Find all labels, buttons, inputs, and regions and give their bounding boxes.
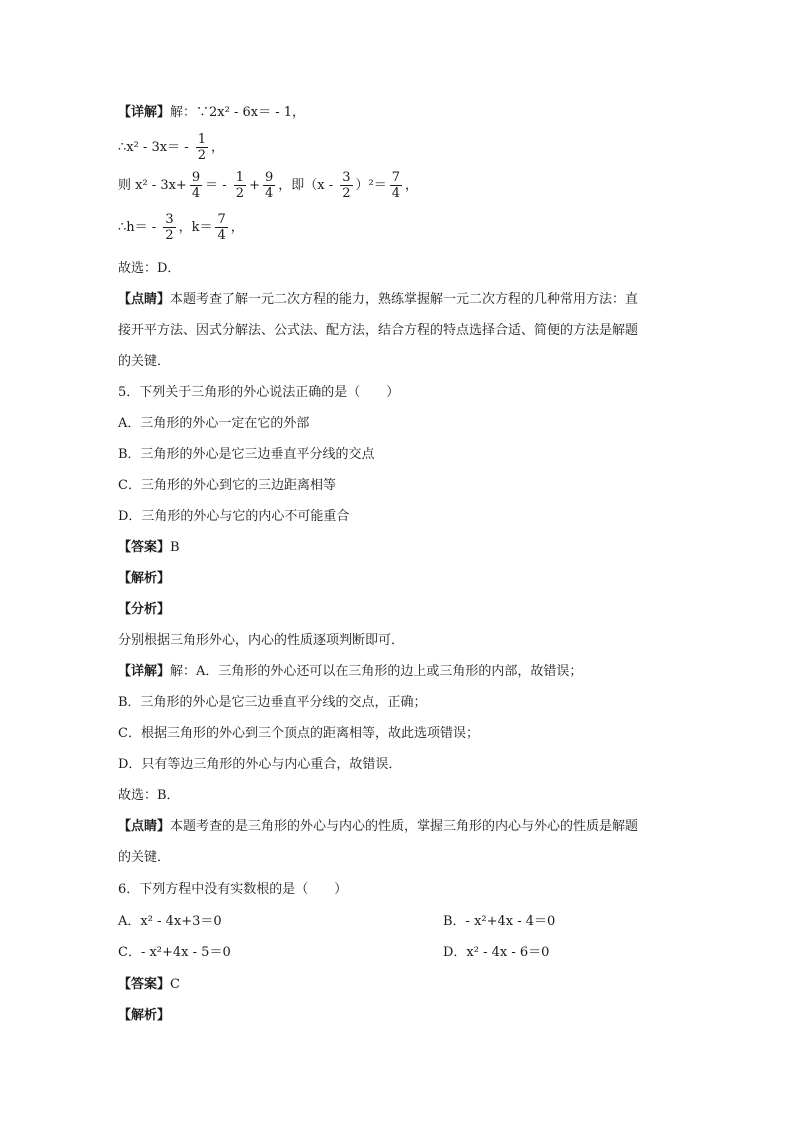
- q5-option-a: A．三角形的外心一定在它的外部: [118, 416, 310, 431]
- q5-comment-line2: 的关键．: [118, 850, 171, 865]
- denominator: 2: [197, 148, 207, 163]
- q4-comment-line3: 的关键．: [118, 354, 171, 369]
- detail-tag: 【详解】: [118, 105, 171, 120]
- fraction: [234, 170, 246, 201]
- numerator: 9: [264, 170, 274, 185]
- q5-option-b: B．三角形的外心是它三边垂直平分线的交点: [118, 447, 375, 462]
- q6-analysis-tag: 【解析】: [118, 1008, 171, 1023]
- numerator: 7: [391, 170, 401, 185]
- q5-choice: 故选：B．: [118, 788, 180, 803]
- comment-tag: 【点睛】: [118, 292, 171, 307]
- q6-option-b: B．- x²+4x - 4＝0: [443, 914, 556, 929]
- q5-detail-line1: [118, 664, 582, 680]
- equation-text: ＝ -: [205, 178, 231, 193]
- q4-choice: 故选：D．: [118, 261, 181, 276]
- equation-text: ）²＝: [355, 178, 387, 193]
- comment-tag: 【点睛】: [118, 819, 171, 834]
- fraction: [196, 132, 208, 163]
- fraction: [263, 170, 275, 201]
- q5-answer: [118, 540, 180, 556]
- q6-option-c: C．- x²+4x - 5＝0: [118, 945, 231, 960]
- q4-detail-line1: [118, 105, 305, 121]
- equation-text: 解：∵2x² - 6x＝ - 1，: [170, 105, 306, 120]
- q4-comment-line1: [118, 292, 638, 308]
- q4-detail-line4: [118, 212, 244, 243]
- fraction: [390, 170, 402, 201]
- denominator: 4: [391, 186, 401, 201]
- q5-stem: 5．下列关于三角形的外心说法正确的是（ ）: [118, 385, 400, 400]
- fraction: [215, 212, 227, 243]
- equation-text: ，: [405, 178, 419, 193]
- q5-fenxi-tag: 【分析】: [118, 602, 171, 617]
- q5-analysis-tag: 【解析】: [118, 571, 171, 586]
- equation-text: ，k＝: [178, 220, 213, 235]
- denominator: 4: [217, 228, 226, 243]
- q6-option-a: A．x² - 4x+3＝0: [118, 914, 222, 929]
- comment-text: 本题考查了解一元二次方程的能力，熟练掌握解一元二次方程的几种常用方法：直: [170, 292, 639, 307]
- q5-detail-line4: D．只有等边三角形的外心与内心重合，故错误．: [118, 757, 402, 772]
- q5-detail-line2: B．三角形的外心是它三边垂直平分线的交点，正确；: [118, 695, 427, 710]
- q4-detail-line2: [118, 132, 224, 163]
- numerator: 7: [217, 212, 226, 227]
- denominator: 4: [191, 186, 201, 201]
- equation-text: ∴x² - 3x＝ -: [118, 140, 193, 155]
- denominator: 2: [342, 186, 351, 201]
- numerator: 1: [197, 132, 207, 147]
- fraction: [163, 212, 175, 243]
- denominator: 2: [165, 228, 174, 243]
- answer-tag: 【答案】: [118, 540, 171, 555]
- q6-stem: 6．下列方程中没有实数根的是（ ）: [118, 882, 348, 897]
- q5-option-d: D．三角形的外心与它的内心不可能重合: [118, 509, 350, 524]
- numerator: 3: [342, 170, 351, 185]
- q6-answer: [118, 977, 180, 993]
- q5-option-c: C．三角形的外心到它的三边距离相等: [118, 478, 336, 493]
- equation-text: ∴h＝ -: [118, 220, 161, 235]
- numerator: 9: [191, 170, 201, 185]
- comment-text: 本题考查的是三角形的外心与内心的性质，掌握三角形的内心与外心的性质是解题: [170, 819, 639, 834]
- answer-tag: 【答案】: [118, 977, 171, 992]
- fraction: [340, 170, 352, 201]
- denominator: 2: [235, 186, 245, 201]
- q4-detail-line3: [118, 170, 418, 201]
- equation-text: ，: [230, 220, 244, 235]
- numerator: 3: [165, 212, 174, 227]
- detail-text: 解：A．三角形的外心还可以在三角形的边上或三角形的内部，故错误；: [170, 664, 583, 679]
- equation-text: +: [249, 178, 260, 193]
- q5-fenxi: 分别根据三角形外心，内心的性质逐项判断即可．: [118, 633, 405, 648]
- fraction: [190, 170, 202, 201]
- q4-comment-line2: 接开平方法、因式分解法、公式法、配方法，结合方程的特点选择合适、简便的方法是解题: [118, 323, 639, 338]
- denominator: 4: [264, 186, 274, 201]
- q5-comment-line1: [118, 819, 638, 835]
- equation-text: 则 x² - 3x+: [118, 178, 187, 193]
- equation-text: ，: [211, 140, 225, 155]
- numerator: 1: [235, 170, 245, 185]
- q6-option-d: D．x² - 4x - 6＝0: [443, 945, 550, 960]
- answer-value: C: [170, 977, 180, 992]
- answer-value: B: [170, 540, 180, 555]
- equation-text: ，即（x -: [278, 178, 338, 193]
- detail-tag: 【详解】: [118, 664, 171, 679]
- q5-detail-line3: C．根据三角形的外心到三个顶点的距离相等，故此选项错误；: [118, 726, 479, 741]
